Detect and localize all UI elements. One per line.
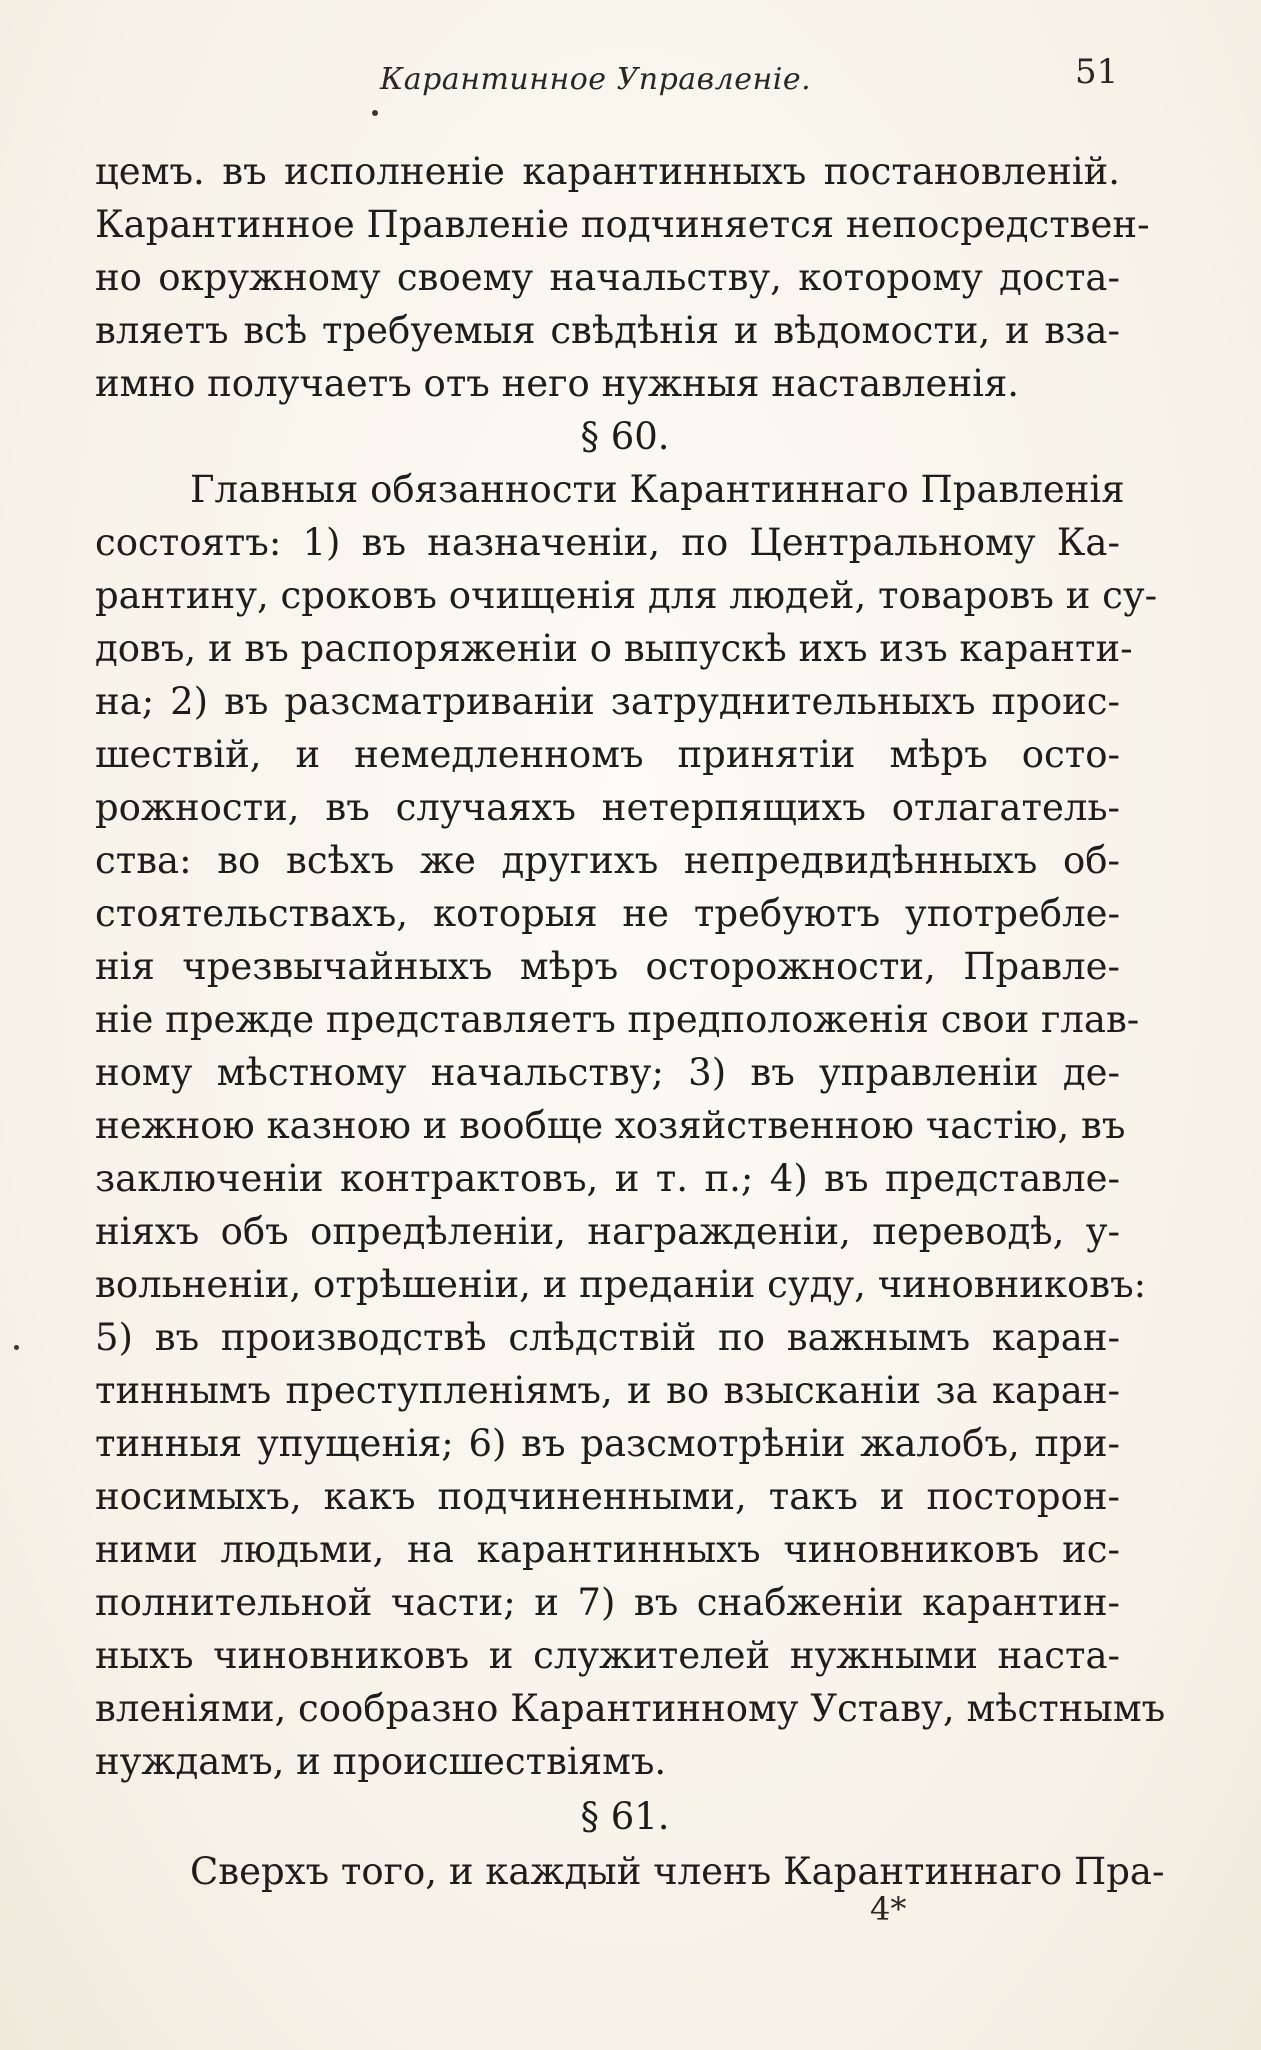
- page-number: 51: [1075, 52, 1119, 92]
- text-line: 5) въ производствѣ слѣдствій по важнымъ каран-: [95, 1316, 1120, 1359]
- text-line: стоятельствахъ, которыя не требуютъ употребле-: [95, 892, 1120, 935]
- text-line: носимыхъ, какъ подчиненными, такъ и посторон-: [95, 1475, 1120, 1518]
- text-line: цемъ. въ исполненіе карантинныхъ постановленій.: [95, 150, 1120, 193]
- text-line: ними людьми, на карантинныхъ чиновниковъ ис-: [95, 1528, 1120, 1571]
- signature-mark: 4*: [870, 1890, 907, 1928]
- text-line: но окружному своему начальству, которому доста-: [95, 256, 1120, 299]
- text-line: Карантинное Правленіе подчиняется непосредствен-: [95, 203, 1150, 246]
- text-line: заключеніи контрактовъ, и т. п.; 4) въ представле-: [95, 1157, 1120, 1200]
- print-speck: [372, 110, 378, 116]
- text-line: вляетъ всѣ требуемыя свѣдѣнія и вѣдомости, и вза-: [95, 309, 1120, 352]
- text-line: шествій, и немедленномъ принятіи мѣръ осто-: [95, 733, 1120, 776]
- text-line: ному мѣстному начальству; 3) въ управленіи де-: [95, 1051, 1120, 1094]
- text-line: нія чрезвычайныхъ мѣръ осторожности, Правле-: [95, 945, 1120, 988]
- text-line: ніяхъ объ опредѣленіи, награжденіи, переводѣ, у-: [95, 1210, 1120, 1253]
- text-line: имно получаетъ отъ него нужныя наставленія.: [95, 362, 1020, 405]
- text-line: нежною казною и вообще хозяйственною частію, въ: [95, 1104, 1126, 1147]
- text-line: на; 2) въ разсматриваніи затруднительныхъ проис-: [95, 680, 1120, 723]
- text-line: Главныя обязанности Карантиннаго Правленія: [190, 468, 1125, 511]
- text-line: вленіями, сообразно Карантинному Уставу, мѣстнымъ: [95, 1687, 1166, 1730]
- text-line: рожности, въ случаяхъ нетерпящихъ отлагатель-: [95, 786, 1120, 829]
- text-line: нуждамъ, и происшествіямъ.: [95, 1740, 667, 1783]
- print-speck: [14, 1345, 19, 1350]
- running-header: Карантинное Управленіе.: [380, 62, 812, 97]
- text-line: Сверхъ того, и каждый членъ Карантиннаго Пра-: [190, 1850, 1165, 1893]
- text-line: тиннымъ преступленіямъ, и во взысканіи за каран-: [95, 1369, 1120, 1412]
- text-line: состоятъ: 1) въ назначеніи, по Центральному Ка-: [95, 521, 1120, 564]
- text-line: ства: во всѣхъ же другихъ непредвидѣнныхъ об-: [95, 839, 1120, 882]
- text-line: вольненіи, отрѣшеніи, и преданіи суду, чиновниковъ:: [95, 1263, 1147, 1306]
- text-line: тинныя упущенія; 6) въ разсмотрѣніи жалобъ, при-: [95, 1422, 1120, 1465]
- text-line: довъ, и въ распоряженіи о выпускѣ ихъ изъ каранти-: [95, 627, 1133, 670]
- section-heading-60: § 60.: [580, 415, 670, 458]
- text-line: ніе прежде представляетъ предположенія свои глав-: [95, 998, 1140, 1041]
- text-line: полнительной части; и 7) въ снабженіи карантин-: [95, 1581, 1120, 1624]
- text-line: ныхъ чиновниковъ и служителей нужными наста-: [95, 1634, 1120, 1677]
- section-heading-61: § 61.: [580, 1795, 670, 1838]
- text-line: рантину, сроковъ очищенія для людей, товаровъ и су-: [95, 574, 1158, 617]
